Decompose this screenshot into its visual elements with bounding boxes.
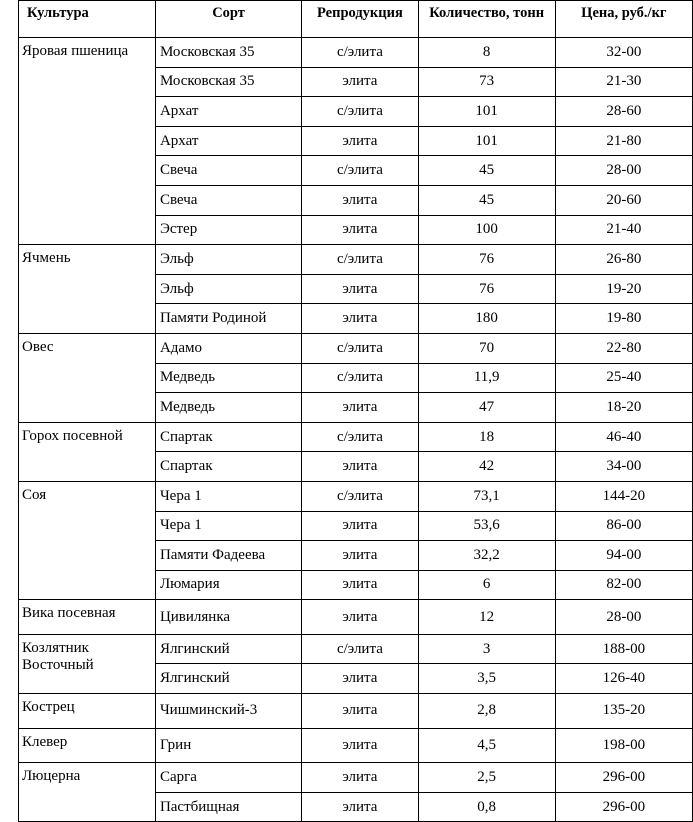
table-row [19,634,693,664]
table-row [19,333,693,363]
sort-cell: Московская 35 [155,67,301,97]
culture-cell: Люцерна [19,763,156,822]
sort-cell: Адамо [155,333,301,363]
reproduction-cell: элита [302,126,418,156]
table-row [19,728,693,763]
quantity-cell: 42 [418,452,555,482]
quantity-cell: 2,5 [418,763,555,793]
price-cell: 28-60 [555,97,692,127]
price-cell: 18-20 [555,393,692,423]
sort-cell: Архат [155,126,301,156]
header-row [19,1,693,38]
sort-cell: Памяти Фадеева [155,541,301,571]
sort-cell: Спартак [155,422,301,452]
price-cell: 22-80 [555,333,692,363]
price-cell: 21-40 [555,215,692,245]
sort-cell: Ялгинский [155,634,301,664]
price-cell: 296-00 [555,792,692,822]
price-cell: 19-20 [555,274,692,304]
header-reproduction: Репродукция [302,1,418,38]
price-cell: 82-00 [555,570,692,600]
culture-cell: Кострец [19,694,156,729]
reproduction-cell: элита [302,185,418,215]
quantity-cell: 45 [418,185,555,215]
reproduction-cell: элита [302,452,418,482]
price-cell: 188-00 [555,634,692,664]
culture-cell: Ячмень [19,245,156,334]
price-cell: 28-00 [555,156,692,186]
reproduction-cell: с/элита [302,363,418,393]
culture-cell: Клевер [19,728,156,763]
culture-cell: Вика посевная [19,600,156,635]
header-quantity: Количество, тонн [418,1,555,38]
sort-cell: Свеча [155,185,301,215]
price-cell: 144-20 [555,481,692,511]
quantity-cell: 2,8 [418,694,555,729]
quantity-cell: 180 [418,304,555,334]
table-row [19,38,693,68]
sort-cell: Чера 1 [155,511,301,541]
quantity-cell: 6 [418,570,555,600]
reproduction-cell: элита [302,664,418,694]
sort-cell: Эльф [155,245,301,275]
reproduction-cell: элита [302,67,418,97]
sort-cell: Свеча [155,156,301,186]
seed-price-table [18,0,693,822]
sort-cell: Московская 35 [155,38,301,68]
table-row [19,481,693,511]
header-price: Цена, руб./кг [555,1,692,38]
reproduction-cell: элита [302,511,418,541]
price-cell: 94-00 [555,541,692,571]
reproduction-cell: элита [302,274,418,304]
price-cell: 296-00 [555,763,692,793]
culture-cell: Горох посевной [19,422,156,481]
quantity-cell: 53,6 [418,511,555,541]
reproduction-cell: с/элита [302,245,418,275]
price-cell: 21-30 [555,67,692,97]
price-cell: 21-80 [555,126,692,156]
price-cell: 32-00 [555,38,692,68]
table-row [19,763,693,793]
table-row [19,600,693,635]
sort-cell: Эстер [155,215,301,245]
price-cell: 28-00 [555,600,692,635]
sort-cell: Медведь [155,393,301,423]
price-cell: 86-00 [555,511,692,541]
culture-cell: Овес [19,333,156,422]
quantity-cell: 32,2 [418,541,555,571]
price-cell: 198-00 [555,728,692,763]
quantity-cell: 101 [418,126,555,156]
quantity-cell: 12 [418,600,555,635]
culture-cell: Соя [19,481,156,599]
quantity-cell: 70 [418,333,555,363]
quantity-cell: 18 [418,422,555,452]
reproduction-cell: с/элита [302,97,418,127]
sort-cell: Медведь [155,363,301,393]
culture-cell: Козлятник Восточный [19,634,156,693]
reproduction-cell: с/элита [302,333,418,363]
quantity-cell: 47 [418,393,555,423]
quantity-cell: 45 [418,156,555,186]
table-body [19,38,693,822]
quantity-cell: 76 [418,245,555,275]
reproduction-cell: с/элита [302,38,418,68]
price-cell: 20-60 [555,185,692,215]
reproduction-cell: элита [302,763,418,793]
sort-cell: Чишминский-3 [155,694,301,729]
quantity-cell: 73,1 [418,481,555,511]
quantity-cell: 4,5 [418,728,555,763]
reproduction-cell: элита [302,393,418,423]
culture-cell: Яровая пшеница [19,38,156,245]
quantity-cell: 0,8 [418,792,555,822]
sort-cell: Чера 1 [155,481,301,511]
reproduction-cell: элита [302,541,418,571]
sort-cell: Пастбищная [155,792,301,822]
price-cell: 46-40 [555,422,692,452]
reproduction-cell: элита [302,215,418,245]
quantity-cell: 8 [418,38,555,68]
quantity-cell: 100 [418,215,555,245]
reproduction-cell: элита [302,694,418,729]
reproduction-cell: с/элита [302,156,418,186]
table-header [19,1,693,38]
reproduction-cell: элита [302,728,418,763]
quantity-cell: 76 [418,274,555,304]
sort-cell: Грин [155,728,301,763]
sort-cell: Спартак [155,452,301,482]
quantity-cell: 3 [418,634,555,664]
table-row [19,245,693,275]
sort-cell: Люмария [155,570,301,600]
price-cell: 26-80 [555,245,692,275]
table-row [19,694,693,729]
price-cell: 25-40 [555,363,692,393]
header-culture: Культура [19,1,156,38]
reproduction-cell: элита [302,570,418,600]
price-cell: 34-00 [555,452,692,482]
reproduction-cell: элита [302,304,418,334]
reproduction-cell: с/элита [302,422,418,452]
quantity-cell: 73 [418,67,555,97]
price-cell: 135-20 [555,694,692,729]
sort-cell: Цивилянка [155,600,301,635]
reproduction-cell: элита [302,600,418,635]
quantity-cell: 101 [418,97,555,127]
reproduction-cell: с/элита [302,634,418,664]
sort-cell: Архат [155,97,301,127]
price-cell: 19-80 [555,304,692,334]
sort-cell: Эльф [155,274,301,304]
table-row [19,422,693,452]
quantity-cell: 11,9 [418,363,555,393]
sort-cell: Памяти Родиной [155,304,301,334]
sort-cell: Сарга [155,763,301,793]
header-sort: Сорт [155,1,301,38]
quantity-cell: 3,5 [418,664,555,694]
reproduction-cell: элита [302,792,418,822]
reproduction-cell: с/элита [302,481,418,511]
sort-cell: Ялгинский [155,664,301,694]
price-cell: 126-40 [555,664,692,694]
